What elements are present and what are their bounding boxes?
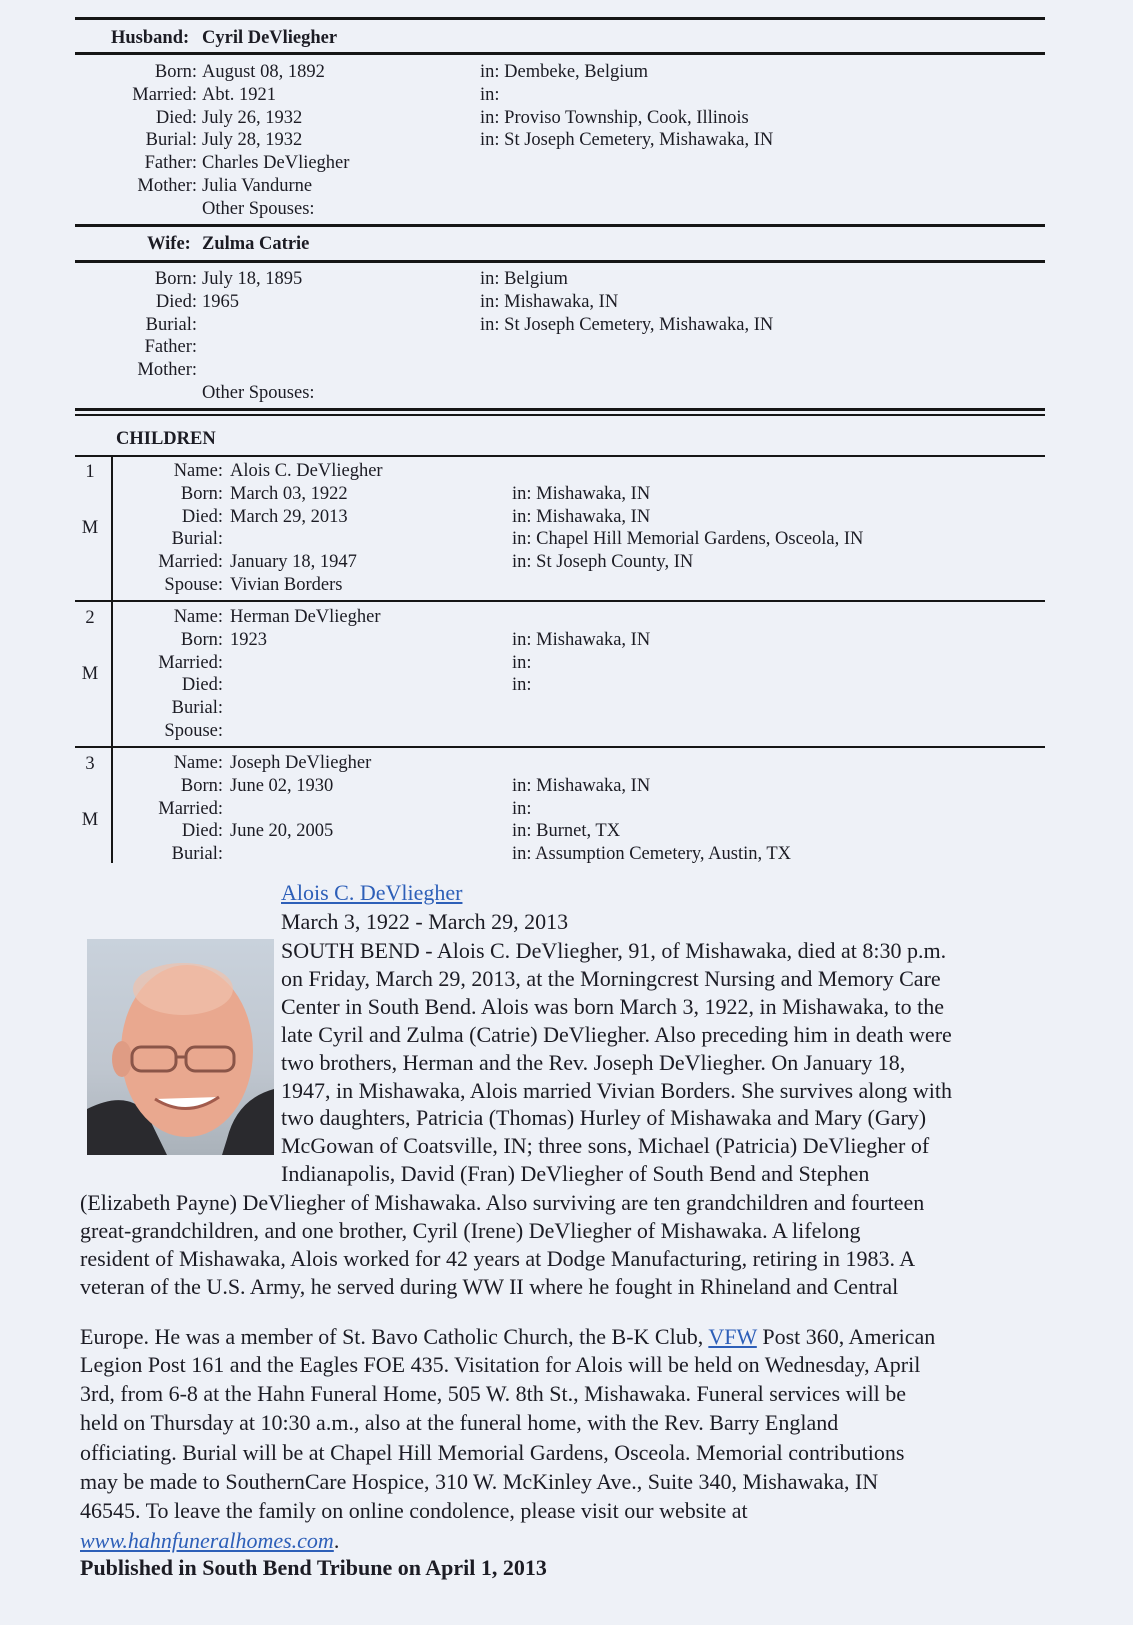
top-rule xyxy=(75,17,1045,20)
husband-row-place: in: xyxy=(480,84,500,105)
wife-row-label: Father: xyxy=(144,337,197,358)
husband-row-value: Charles DeVliegher xyxy=(202,153,350,174)
wife-name: Zulma Catrie xyxy=(202,234,310,254)
wife-row-value: Other Spouses: xyxy=(202,383,315,403)
child-row-place: in: xyxy=(512,652,532,673)
child-row-value: January 18, 1947 xyxy=(230,552,357,573)
child-row-label: Died: xyxy=(181,821,223,842)
obituary-line: veteran of the U.S. Army, he served during WW II where he fought in Rhineland and Central xyxy=(80,1273,899,1299)
children-double-rule-1 xyxy=(75,408,1045,411)
child-separator-rule xyxy=(75,746,1045,748)
child-separator-rule xyxy=(75,600,1045,602)
obituary-title-link[interactable] xyxy=(281,880,462,906)
obituary-line: 1947, in Mishawaka, Alois married Vivian Borders. She survives along with xyxy=(281,1077,953,1103)
obituary-title[interactable]: Alois C. DeVliegher xyxy=(281,880,463,905)
child-row-place: in: Assumption Cemetery, Austin, TX xyxy=(512,844,792,865)
husband-row-value: July 28, 1932 xyxy=(202,130,303,151)
child-row-label: Name: xyxy=(173,461,223,481)
child-row-label: Burial: xyxy=(171,698,223,719)
husband-heading-label: Husband: xyxy=(111,28,190,48)
child-vertical-rule xyxy=(111,602,113,748)
child-row-label: Married: xyxy=(158,798,223,819)
obituary-line: resident of Mishawaka, Alois worked for 42 years at Dodge Manufacturing, retiring in 1983. A xyxy=(80,1245,916,1271)
child-row-label: Spouse: xyxy=(164,721,223,741)
husband-row-value: Abt. 1921 xyxy=(202,84,276,105)
vfw-link[interactable]: VFW xyxy=(708,1324,757,1349)
wife-rule xyxy=(75,260,1045,263)
child-vertical-rule xyxy=(111,456,113,602)
wife-row-value: 1965 xyxy=(202,291,239,312)
obituary-line: 46545. To leave the family on online condolence, please visit our website at xyxy=(80,1498,748,1523)
wife-top-rule xyxy=(75,224,1045,227)
website-link[interactable]: www.hahnfuneralhomes.com xyxy=(80,1528,334,1553)
child-row-place: in: Mishawaka, IN xyxy=(512,775,651,796)
husband-row-value: July 26, 1932 xyxy=(202,107,303,128)
child-row-value: Joseph DeVliegher xyxy=(230,753,372,773)
child-sex: M xyxy=(81,518,99,538)
child-row-place: in: Mishawaka, IN xyxy=(512,483,651,504)
child-row-label: Died: xyxy=(181,675,223,696)
child-row-place: in: xyxy=(512,675,532,696)
husband-row-value: Other Spouses: xyxy=(202,198,315,219)
child-row-value: Vivian Borders xyxy=(230,575,343,595)
children-heading: CHILDREN xyxy=(116,429,216,449)
portrait-photo xyxy=(87,939,274,1155)
obituary-line: SOUTH BEND - Alois C. DeVliegher, 91, of Mishawaka, died at 8:30 p.m. xyxy=(281,938,947,963)
obituary-dates: March 3, 1922 - March 29, 2013 xyxy=(281,909,569,934)
child-row-label: Married: xyxy=(158,652,223,673)
husband-row-label: Born: xyxy=(154,62,197,82)
child-row-label: Born: xyxy=(180,775,223,796)
obituary-line: two daughters, Patricia (Thomas) Hurley of Mishawaka and Mary (Gary) xyxy=(281,1105,927,1131)
husband-row-value: August 08, 1892 xyxy=(202,62,325,82)
husband-row-label: Died: xyxy=(155,107,197,128)
husband-row-label: Married: xyxy=(132,84,197,105)
child-row-label: Name: xyxy=(173,607,223,627)
portrait-image xyxy=(87,939,274,1155)
husband-row-label: Father: xyxy=(144,153,197,174)
husband-row-value: Julia Vandurne xyxy=(202,176,313,196)
child-row-place: in: St Joseph County, IN xyxy=(512,552,694,573)
obituary-line: great-grandchildren, and one brother, Cyril (Irene) DeVliegher of Mishawaka. A lifelong xyxy=(80,1217,861,1243)
child-row-value: 1923 xyxy=(230,629,267,650)
wife-row-label: Died: xyxy=(155,291,197,312)
wife-row-place: in: St Joseph Cemetery, Mishawaka, IN xyxy=(480,314,774,335)
wife-row-label: Mother: xyxy=(137,360,197,381)
child-row-label: Born: xyxy=(180,629,223,650)
obituary-line: Legion Post 161 and the Eagles FOE 435. Visitation for Alois will be held on Wednesday, April xyxy=(80,1352,921,1377)
obituary-line: 3rd, from 6-8 at the Hahn Funeral Home, 505 W. 8th St., Mishawaka. Funeral services will be xyxy=(80,1381,907,1407)
child-row-label: Died: xyxy=(181,506,223,527)
obituary-line: Indianapolis, David (Fran) DeVliegher of South Bend and Stephen xyxy=(281,1161,870,1187)
obituary-line: on Friday, March 29, 2013, at the Morningcrest Nursing and Memory Care xyxy=(281,965,941,991)
husband-row-label: Burial: xyxy=(145,130,197,151)
child-number: 3 xyxy=(85,754,95,774)
children-double-rule-2 xyxy=(75,414,1045,416)
child-row-label: Burial: xyxy=(171,844,223,865)
child-row-value: Herman DeVliegher xyxy=(230,607,381,627)
husband-row-place: in: Proviso Township, Cook, Illinois xyxy=(480,107,749,128)
child-row-label: Name: xyxy=(173,753,223,773)
obituary-line: (Elizabeth Payne) DeVliegher of Mishawaka. Also surviving are ten grandchildren and fourteen xyxy=(80,1190,925,1215)
child-row-value: March 29, 2013 xyxy=(230,506,348,527)
wife-row-value: July 18, 1895 xyxy=(202,269,303,289)
obituary-line: Center in South Bend. Alois was born March 3, 1922, in Mishawaka, to the xyxy=(281,993,944,1019)
child-row-place: in: Mishawaka, IN xyxy=(512,629,651,650)
wife-row-place: in: Mishawaka, IN xyxy=(480,291,619,312)
wife-heading-label: Wife: xyxy=(147,234,191,254)
child-row-label: Married: xyxy=(158,552,223,573)
child-number: 2 xyxy=(85,608,95,628)
child-row-value: Alois C. DeVliegher xyxy=(230,461,383,481)
child-row-value: June 20, 2005 xyxy=(230,821,334,842)
vfw-line-text: Europe. He was a member of St. Bavo Catholic Church, the B-K Club, xyxy=(80,1324,704,1349)
child-row-place: in: Chapel Hill Memorial Gardens, Osceola, IN xyxy=(512,529,864,550)
obituary-vfw-line xyxy=(80,1324,935,1350)
wife-row-label: Burial: xyxy=(145,314,197,335)
obituary-line: two brothers, Herman and the Rev. Joseph DeVliegher. On January 18, xyxy=(281,1049,906,1075)
children-rule xyxy=(75,455,1045,457)
husband-row-label: Mother: xyxy=(137,176,197,196)
obituary-line: officiating. Burial will be at Chapel Hill Memorial Gardens, Osceola. Memorial contributions xyxy=(80,1439,905,1465)
child-row-value: June 02, 1930 xyxy=(230,775,334,796)
child-sex: M xyxy=(81,664,99,684)
child-row-label: Born: xyxy=(180,483,223,504)
website-period: . xyxy=(333,1528,340,1553)
obituary-line: late Cyril and Zulma (Catrie) DeVliegher. Also preceding him in death were xyxy=(281,1021,952,1047)
website-line xyxy=(80,1528,339,1554)
vfw-after-text: Post 360, American xyxy=(756,1324,936,1349)
husband-rule xyxy=(75,52,1045,55)
head-highlight xyxy=(133,963,233,1015)
husband-row-place: in: St Joseph Cemetery, Mishawaka, IN xyxy=(480,130,774,151)
child-row-value: March 03, 1922 xyxy=(230,483,348,504)
obituary-line: held on Thursday at 10:30 a.m., also at the funeral home, with the Rev. Barry England xyxy=(80,1410,839,1436)
obituary-line: may be made to SouthernCare Hospice, 310 W. McKinley Ave., Suite 340, Mishawaka, IN xyxy=(80,1468,879,1494)
husband-row-place: in: Dembeke, Belgium xyxy=(480,62,649,82)
ear xyxy=(112,1041,132,1077)
child-number: 1 xyxy=(85,462,95,482)
wife-row-label: Born: xyxy=(154,269,197,289)
child-row-label: Burial: xyxy=(171,529,223,550)
child-row-place: in: xyxy=(512,798,532,819)
child-row-label: Spouse: xyxy=(164,575,223,595)
child-row-place: in: Burnet, TX xyxy=(512,821,621,842)
published-note: Published in South Bend Tribune on April 1, 2013 xyxy=(80,1555,547,1580)
child-vertical-rule xyxy=(111,748,113,863)
wife-row-place: in: Belgium xyxy=(480,269,568,289)
child-sex: M xyxy=(81,810,99,830)
husband-name: Cyril DeVliegher xyxy=(202,28,338,48)
child-row-place: in: Mishawaka, IN xyxy=(512,506,651,527)
obituary-line: McGowan of Coatsville, IN; three sons, Michael (Patricia) DeVliegher of xyxy=(281,1133,930,1159)
